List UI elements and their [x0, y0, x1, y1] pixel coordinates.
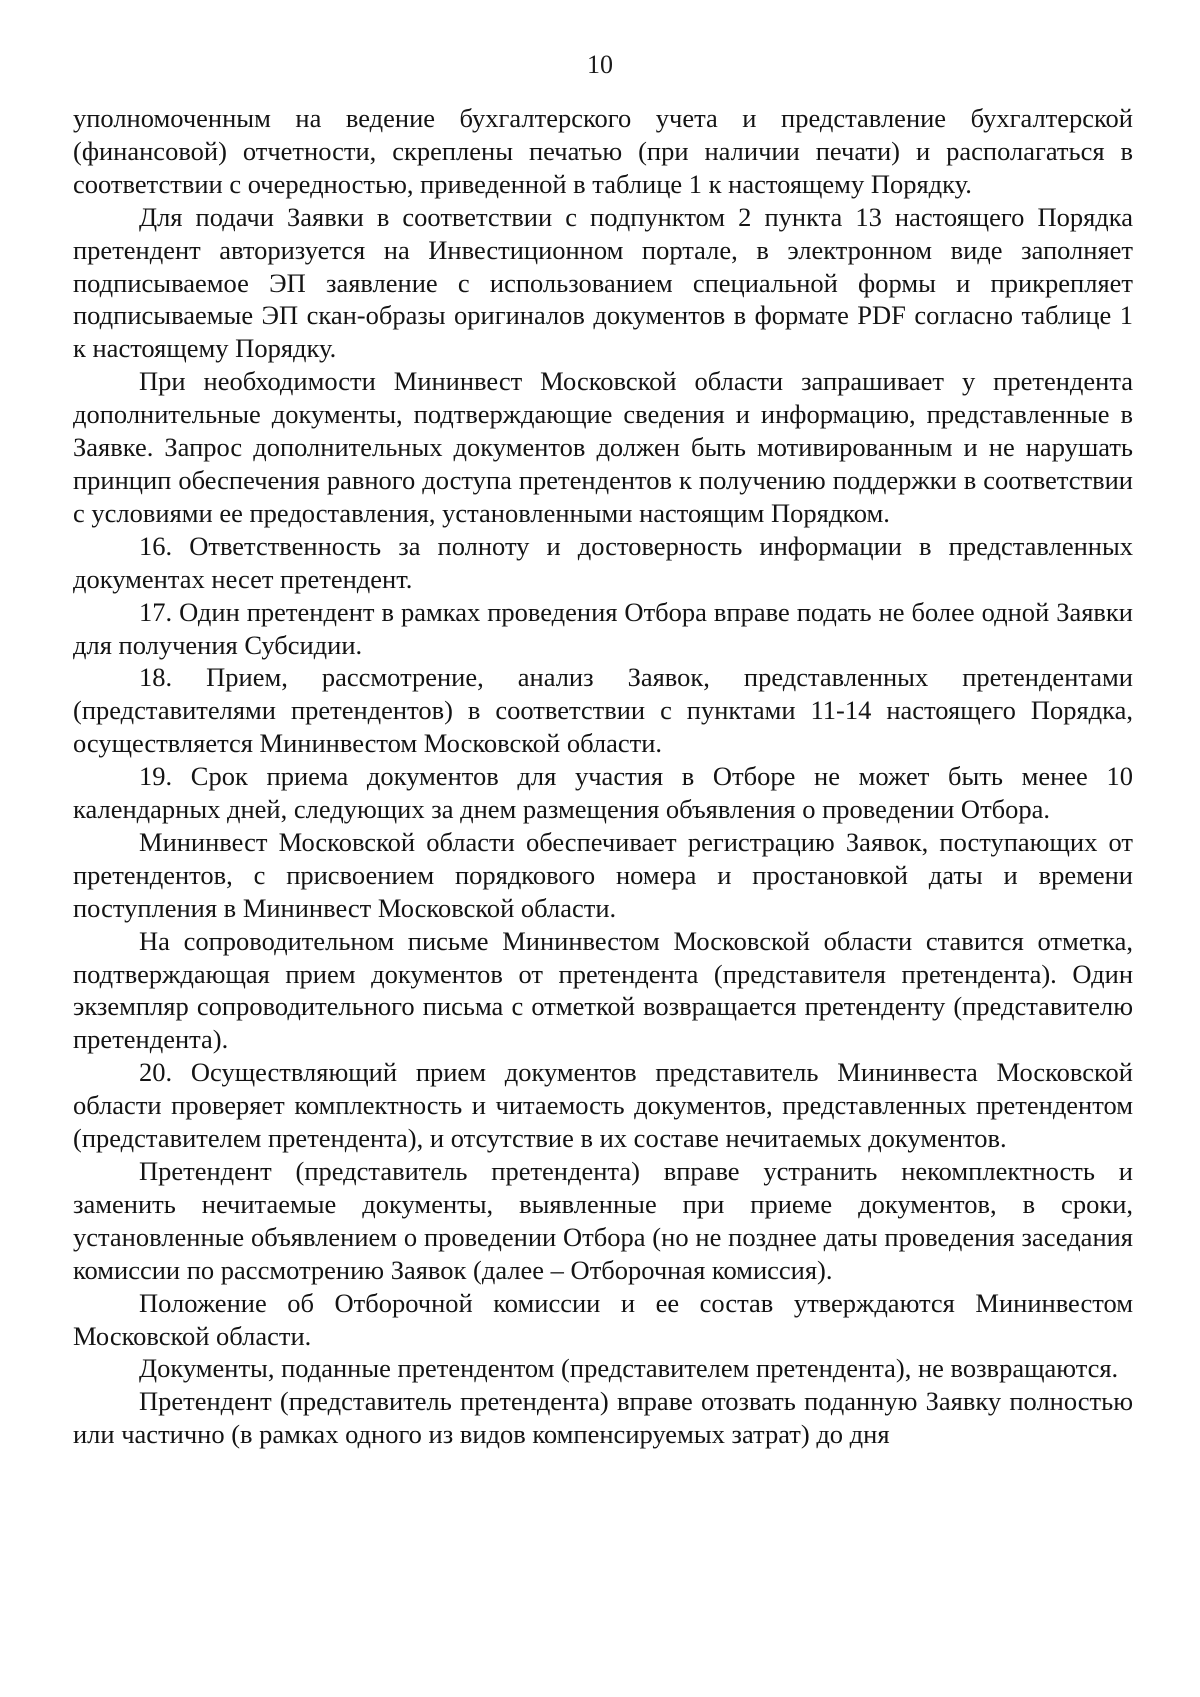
paragraph: 19. Срок приема документов для участия в Отборе не может быть менее 10 календарных дней, следующих за днем размещения объявления о проведении Отбора.	[73, 761, 1133, 825]
paragraph: уполномоченным на ведение бухгалтерского учета и представление бухгалтерской (финансовой) отчетности, скреплены печатью (при наличии печати) и располагаться в соответствии с очередностью, приведенной в таблице 1 к настоящему Порядку.	[73, 103, 1133, 199]
paragraph: Мининвест Московской области обеспечивает регистрацию Заявок, поступающих от претендентов, с присвоением порядкового номера и простановкой даты и времени поступления в Мининвест Московской области.	[73, 826, 1133, 923]
paragraph: Документы, поданные претендентом (представителем претендента), не возвращаются.	[139, 1353, 1119, 1384]
paragraph: 18. Прием, рассмотрение, анализ Заявок, представленных претендентами (представителями претендентов) в соответствии с пунктами 11-14 настоящего Порядка, осуществляется Мининвестом Московской области.	[73, 662, 1133, 759]
paragraph: 20. Осуществляющий прием документов представитель Мининвеста Московской области проверяет комплектность и читаемость документов, представленных претендентом (представителем претендента), и отсутствие в их составе нечитаемых документов.	[73, 1057, 1133, 1154]
paragraph: При необходимости Мининвест Московской области запрашивает у претендента дополнительные документы, подтверждающие сведения и информацию, представленные в Заявке. Запрос дополнительных документов должен быть мотивированным и не нарушать принцип обеспечения равного доступа претендентов к получению поддержки в соответствии с условиями ее предоставления, установленными настоящим Порядком.	[73, 366, 1133, 528]
paragraph: Положение об Отборочной комиссии и ее состав утверждаются Мининвестом Московской области.	[73, 1287, 1133, 1351]
paragraph: Претендент (представитель претендента) вправе отозвать поданную Заявку полностью или частично (в рамках одного из видов компенсируемых затрат) до дня	[73, 1386, 1133, 1450]
paragraph: 17. Один претендент в рамках проведения Отбора вправе подать не более одной Заявки для получения Субсидии.	[73, 596, 1133, 660]
paragraph: Претендент (представитель претендента) вправе устранить некомплектность и заменить нечитаемые документы, выявленные при приеме документов, в сроки, установленные объявлением о проведении Отбора (но не позднее даты проведения заседания комиссии по рассмотрению Заявок (далее – Отборочная комиссия).	[73, 1156, 1133, 1285]
page-number: 10	[587, 50, 613, 79]
paragraph: На сопроводительном письме Мининвестом Московской области ставится отметка, подтверждающая прием документов от претендента (представителя претендента). Один экземпляр сопроводительного письма с отметкой возвращается претенденту (представителю претендента).	[73, 925, 1133, 1055]
paragraph: 16. Ответственность за полноту и достоверность информации в представленных документах несет претендент.	[73, 530, 1133, 594]
paragraph: Для подачи Заявки в соответствии с подпунктом 2 пункта 13 настоящего Порядка претендент авторизуется на Инвестиционном портале, в электронном виде заполняет подписываемое ЭП заявление с использованием специальной формы и прикрепляет подписываемые ЭП скан-образы оригиналов документов в формате PDF согласно таблице 1 к настоящему Порядку.	[73, 201, 1133, 364]
document-body	[73, 102, 1133, 1451]
